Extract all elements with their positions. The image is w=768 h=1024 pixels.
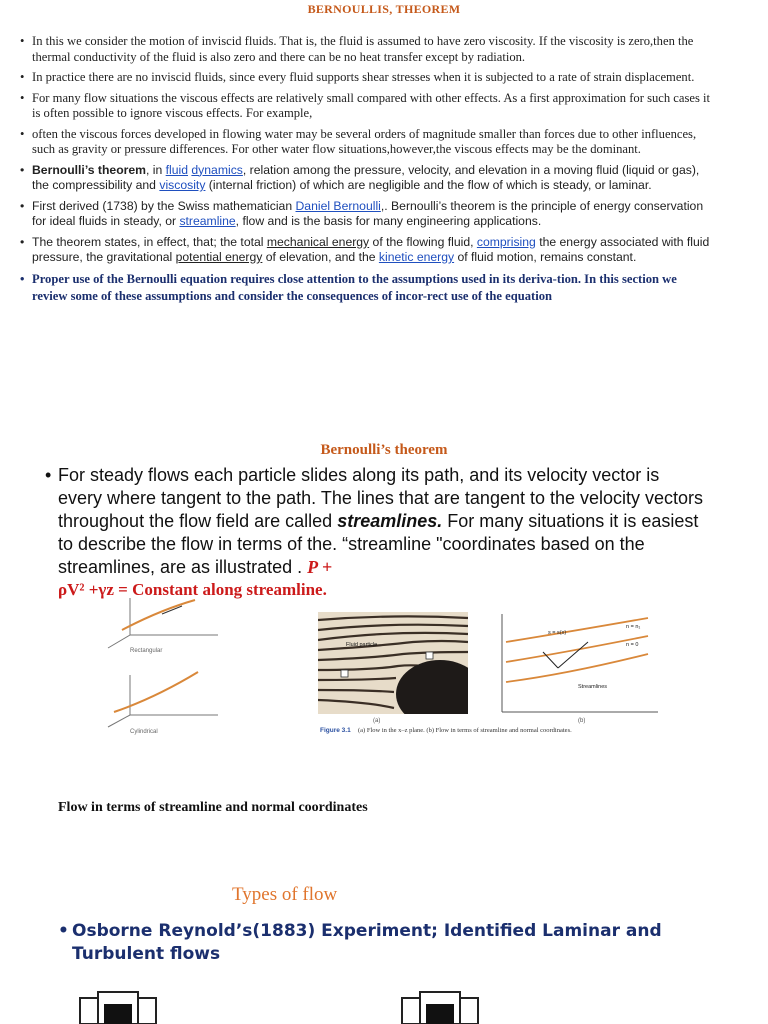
- bullet-item: [20, 235, 710, 266]
- link-daniel-bernoulli[interactable]: Daniel Bernoulli: [295, 198, 381, 213]
- n0-label: n = 0: [626, 642, 639, 648]
- figure-caption: Flow in terms of streamline and normal coordinates: [58, 800, 368, 815]
- bullet-text: of the flowing fluid,: [369, 234, 477, 249]
- cyl-label: Cylindrical: [130, 729, 158, 735]
- steady-flow-paragraph: [45, 464, 708, 579]
- streamline-photo-figure: [318, 612, 468, 724]
- link-kinetic-energy[interactable]: kinetic energy: [378, 250, 455, 264]
- link-streamline[interactable]: streamline: [179, 214, 236, 228]
- steady-text: For many situations it is easiest to describe the flow in terms of the. “streamline "coordinates based on the streamlines, are as illustrated .: [58, 511, 699, 577]
- bullet-text: In this we consider the motion of inviscid fluids. That is, the fluid is assumed to have zero viscosity. If the viscosity is zero,then the thermal conductivity of the fluid is also zero and there can be no heat transfer except by radiation.: [32, 34, 694, 64]
- bullet-text: of elevation, and the: [262, 250, 379, 264]
- coordinate-sketch-figure: [100, 590, 225, 740]
- bullet-text: (internal friction) of which are negligible and the flow of which is steady, or laminar.: [205, 178, 652, 192]
- reynolds-apparatus-right-icon: [400, 990, 480, 1024]
- bullet-item: [20, 163, 710, 194]
- bullet-text: The theorem states, in effect, that; the total: [32, 234, 267, 249]
- proper-use-text: Proper use of the Bernoulli equation requires close attention to the assumptions used in its deriva-tion. In this section we review some of these assumptions and consider the consequences of incor-rect use of the equation: [32, 271, 677, 303]
- link-viscosity[interactable]: viscosity: [159, 178, 206, 192]
- bullet-icon: •: [20, 162, 25, 177]
- reynolds-apparatus-left-icon: [78, 990, 158, 1024]
- bullet-text: In practice there are no inviscid fluids, since every fluid supports shear stresses when it is subjected to a rate of strain displacement.: [32, 70, 695, 84]
- cyl-streamline: [114, 672, 198, 712]
- bullet-text: First derived (1738) by the Swiss mathematician: [32, 198, 296, 213]
- osborne-text: Osborne Reynold’s(1883) Experiment; Identified Laminar and Turbulent flows: [72, 921, 662, 964]
- mechanical-energy-term: mechanical energy: [266, 234, 370, 249]
- bullet-item: [20, 91, 710, 122]
- section-heading-bernoulli: Bernoulli’s theorem: [320, 442, 448, 458]
- potential-energy-term: potential energy: [175, 250, 263, 264]
- bernoulli-equation: ρV² +γz = Constant along streamline.: [58, 580, 327, 599]
- bullet-icon: •: [20, 70, 25, 84]
- bullet-icon: •: [20, 271, 25, 286]
- bullet-icon: •: [20, 126, 25, 141]
- steady-text: For steady flows each particle slides along its path, and its velocity vector is every where tangent to the path. The lines that are tangent to the velocity vectors throughout the flow field are called: [58, 465, 704, 531]
- normal-coordinates-figure: [498, 612, 660, 724]
- fluid-particle-label: Fluid particle: [346, 642, 378, 648]
- bullet-icon: •: [20, 34, 25, 48]
- bullet-icon: •: [20, 90, 25, 105]
- rect-streamline: [122, 600, 195, 630]
- s-equation-label: s = s(x): [548, 630, 567, 636]
- panel-a-label: (a): [373, 718, 381, 724]
- figure-number: Figure 3.1: [320, 727, 351, 734]
- bullet-icon: •: [20, 234, 25, 249]
- bullet-text: the energy associated with fluid pressure, the gravitational: [32, 234, 710, 264]
- cylindrical-axes: [108, 675, 218, 727]
- bullet-item: [20, 34, 710, 65]
- equation-p-term: P +: [307, 557, 333, 577]
- streamlines-term: streamlines.: [337, 511, 443, 531]
- bullet-item: [20, 199, 710, 230]
- intro-bullet-list: [20, 34, 710, 311]
- section-heading-types: Types of flow: [232, 884, 338, 905]
- streamlines-label: Streamlines: [578, 684, 608, 690]
- figure-caption-small: (a) Flow in the x–z plane. (b) Flow in terms of streamline and normal coordinates.: [358, 727, 572, 734]
- bullet-text: , relation among the pressure, velocity, and elevation in a moving fluid (liquid or gas), the compressibility and: [32, 162, 700, 192]
- bullet-text: ,. Bernoulli’s theorem is the principle of energy conservation for ideal fluids in steady, or: [32, 198, 704, 228]
- bullet-text: , flow and is the basis for many engineering applications.: [235, 214, 542, 228]
- bullet-item: [20, 271, 710, 306]
- link-dynamics[interactable]: dynamics: [191, 162, 243, 177]
- rect-label: Rectangular: [130, 648, 163, 654]
- bullet-item: [20, 127, 710, 158]
- bullet-text: of fluid motion, remains constant.: [454, 250, 637, 264]
- n1-label: n = n₁: [626, 624, 641, 630]
- bullet-icon: •: [58, 921, 69, 941]
- osborne-bullet: [58, 920, 712, 966]
- bullet-text: often the viscous forces developed in flowing water may be several orders of magnitude smaller than forces due to other influences, such as gravity or pressure differences. For other water flow situations,however,the viscous effects may be the dominant.: [32, 126, 697, 156]
- bullet-icon: •: [20, 198, 25, 213]
- bullet-item: [20, 70, 710, 86]
- bullet-text: For many flow situations the viscous effects are relatively small compared with other effects. As a first approximation for such cases it is often possible to ignore viscous effects. For example,: [32, 90, 711, 120]
- link-fluid[interactable]: fluid: [165, 162, 189, 177]
- rectangular-axes: [108, 598, 218, 648]
- panel-b-label: (b): [578, 718, 586, 724]
- bullet-icon: •: [45, 465, 52, 485]
- page-title: BERNOULLIS, THEOREM: [307, 2, 461, 16]
- bullet-text: , in: [146, 162, 166, 177]
- bernoulli-term: Bernoulli’s theorem: [32, 162, 146, 177]
- link-comprising[interactable]: comprising: [476, 234, 536, 249]
